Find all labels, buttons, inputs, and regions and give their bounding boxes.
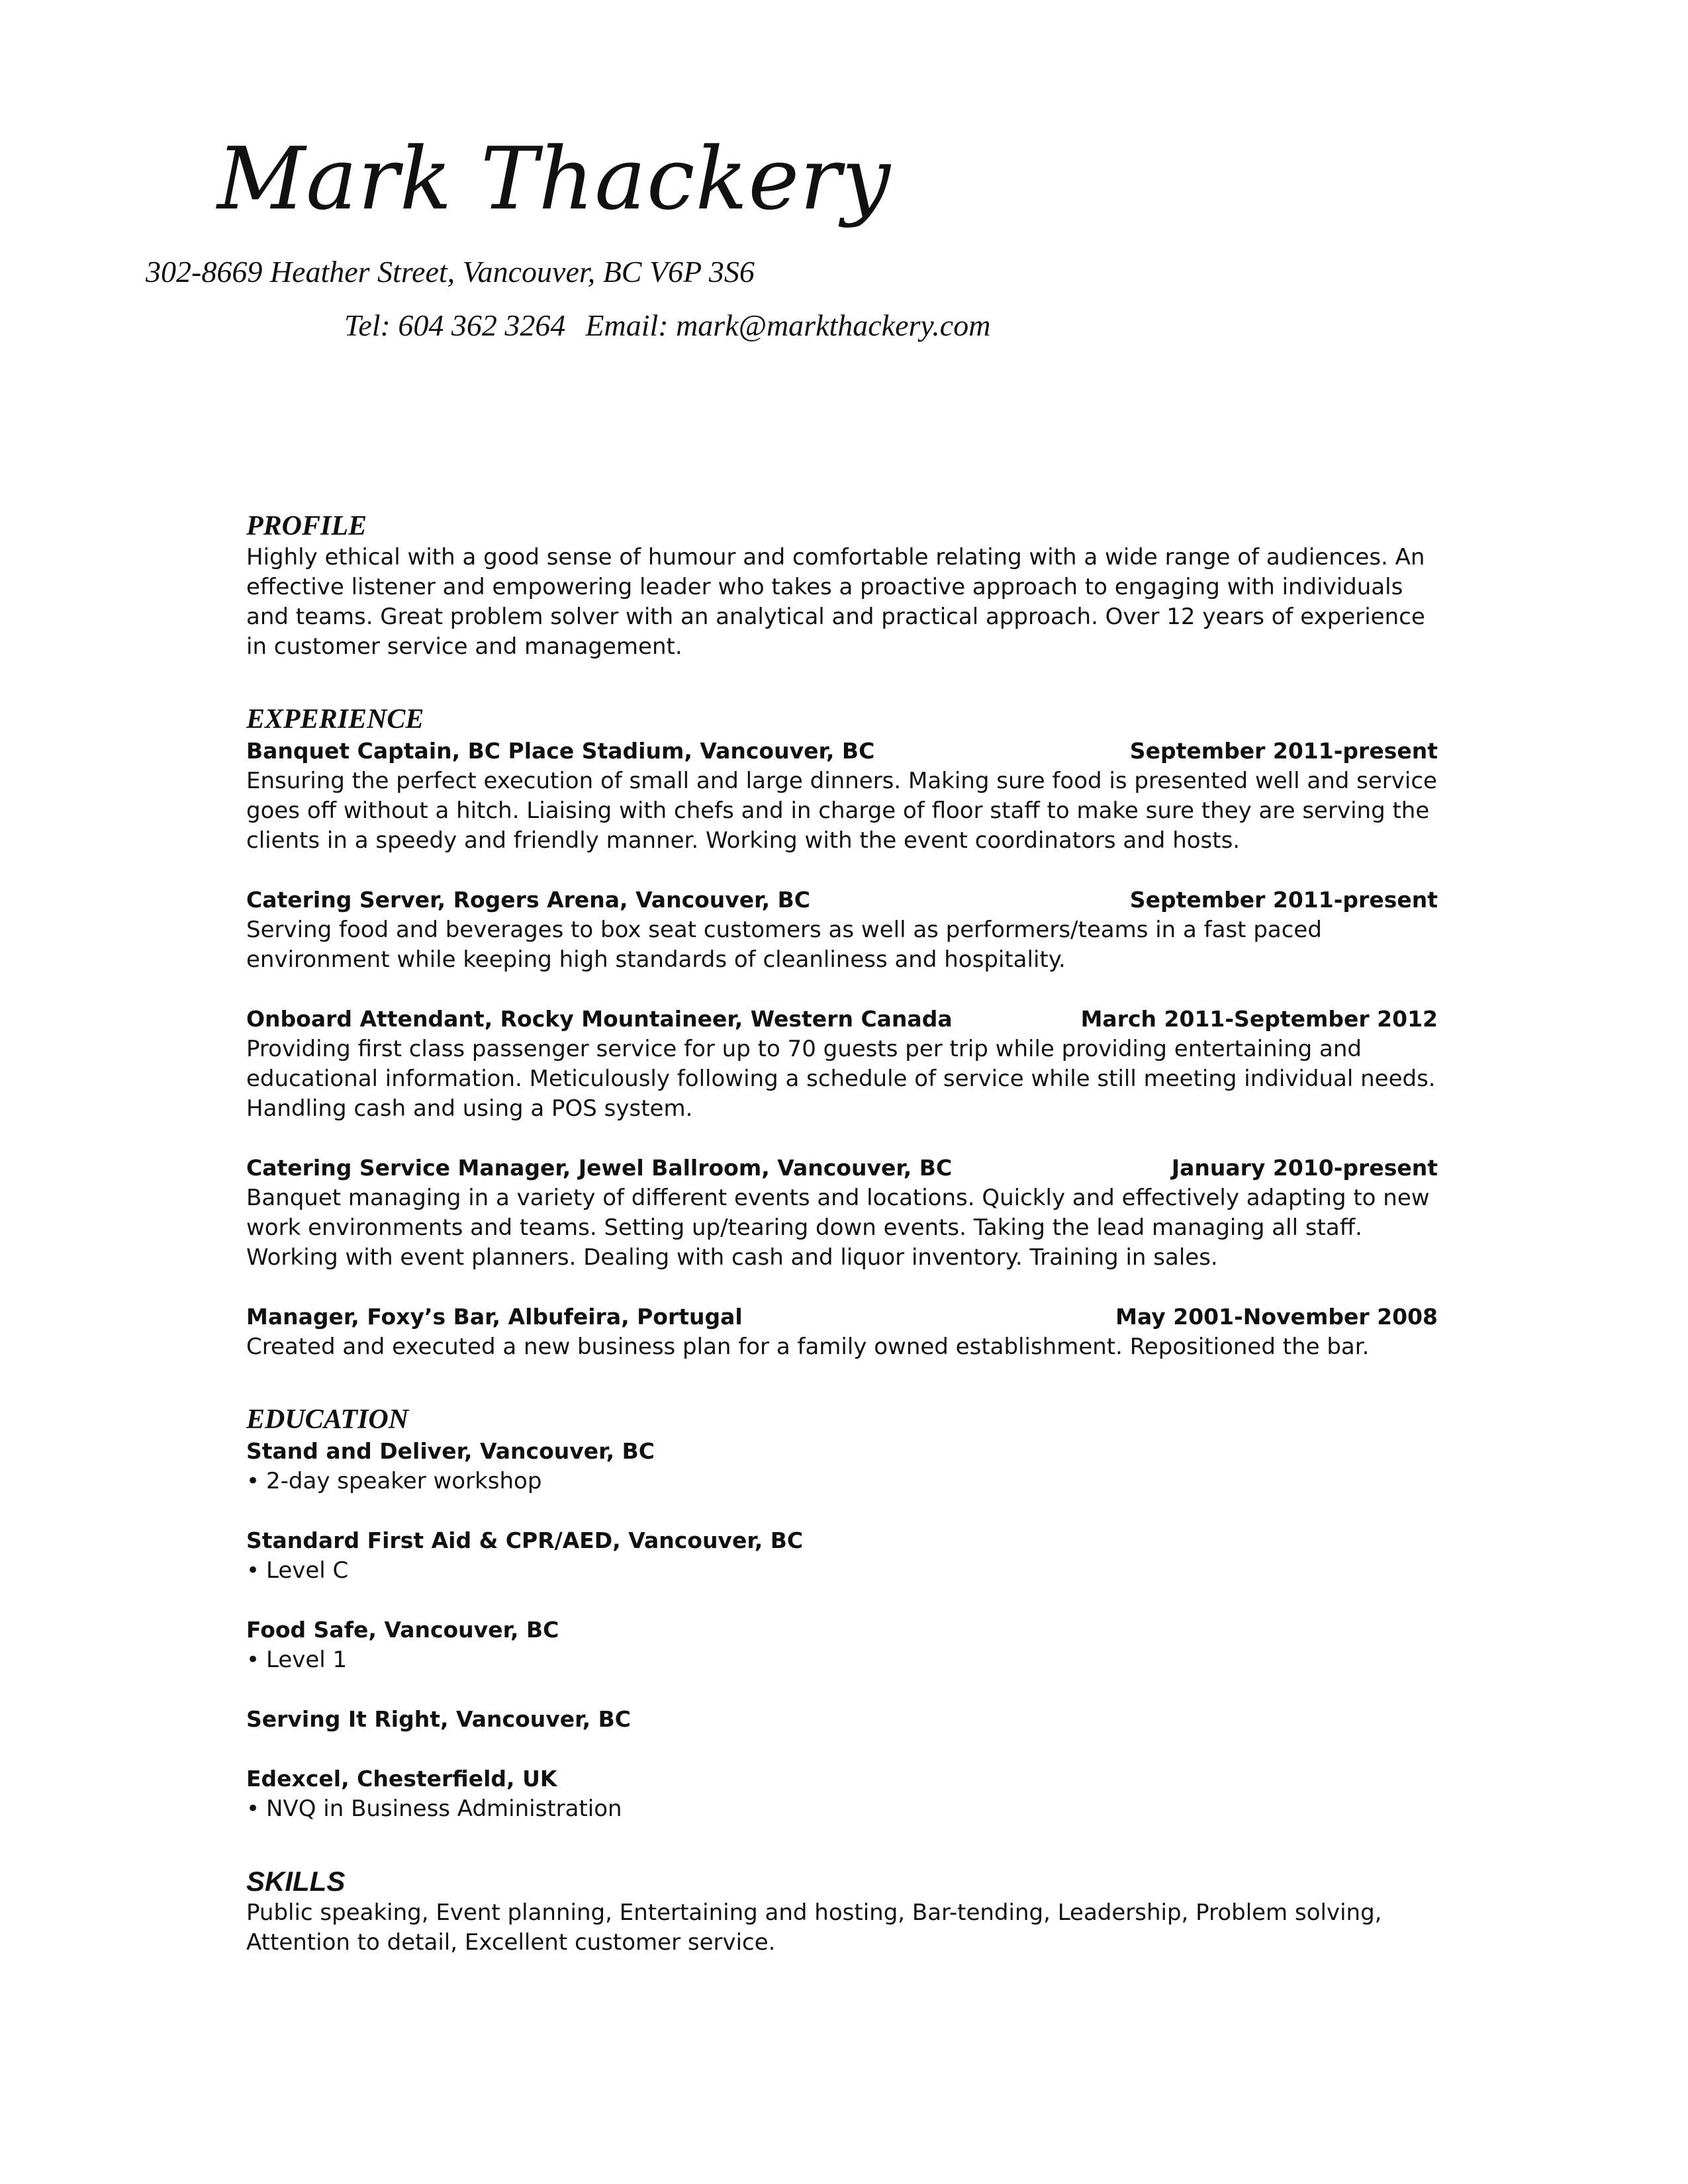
job-description: Banquet managing in a variety of different events and locations. Quickly and effectively adapting to new work environments and teams. Setting up/tearing down events. Taking the lead managing all staff. Working with event planners. Dealing with cash and liquor inventory. Training in sales.: [246, 1185, 1430, 1271]
job-description: Created and executed a new business plan for a family owned establishment. Repositioned the bar.: [246, 1334, 1370, 1360]
experience-section: [246, 703, 1438, 1362]
education-detail: • 2-day speaker workshop: [246, 1467, 1438, 1496]
experience-entry: [246, 736, 1438, 856]
phone-number: Tel: 604 362 3264: [344, 308, 566, 342]
education-entry: [246, 1436, 1438, 1496]
experience-entry: [246, 1004, 1438, 1124]
job-role: Banquet Captain, BC Place Stadium, Vancouver, BC: [246, 738, 875, 764]
education-section: [246, 1403, 1438, 1824]
job-description: Serving food and beverages to box seat customers as well as performers/teams in a fast paced environment while keeping high standards of cleanliness and hospitality.: [246, 917, 1322, 973]
education-entry: [246, 1704, 1438, 1735]
profile-section: [246, 510, 1438, 662]
job-description: Ensuring the perfect execution of small and large dinners. Making sure food is presented well and service goes off without a hitch. Liaising with chefs and in charge of floor staff to make sure they are serving the clients in a speedy and friendly manner. Working with the event coordinators and hosts.: [246, 768, 1437, 854]
experience-entry: [246, 1153, 1438, 1273]
education-name: Stand and Deliver, Vancouver, BC: [246, 1438, 655, 1464]
education-entry: [246, 1764, 1438, 1824]
job-description: Providing first class passenger service for up to 70 guests per trip while providing entertaining and educational information. Meticulously following a schedule of service while still meeting individual needs. Handling cash and using a POS system.: [246, 1036, 1436, 1122]
job-dates: May 2001-November 2008: [1115, 1304, 1438, 1330]
education-heading: EDUCATION: [246, 1404, 409, 1435]
education-name: Edexcel, Chesterfield, UK: [246, 1766, 557, 1792]
education-entry: [246, 1525, 1438, 1586]
education-detail: • NVQ in Business Administration: [246, 1794, 1438, 1824]
job-dates: September 2011-present: [1129, 738, 1438, 764]
bullet-icon: •: [246, 1557, 260, 1584]
bullet-icon: •: [246, 1468, 260, 1494]
contact-line: [344, 308, 990, 343]
bullet-icon: •: [246, 1796, 260, 1822]
education-entry: [246, 1615, 1438, 1675]
job-role: Catering Server, Rogers Arena, Vancouver, BC: [246, 887, 811, 913]
candidate-name: Mark Thackery: [217, 128, 891, 229]
job-role: Catering Service Manager, Jewel Ballroom, Vancouver, BC: [246, 1155, 953, 1181]
job-dates: September 2011-present: [1129, 887, 1438, 913]
resume-body: [246, 510, 1438, 1999]
education-name: Food Safe, Vancouver, BC: [246, 1617, 559, 1643]
skills-section: [246, 1865, 1438, 1958]
education-name: Standard First Aid & CPR/AED, Vancouver, BC: [246, 1527, 804, 1553]
email-address: Email: mark@markthackery.com: [585, 308, 991, 342]
job-role: Manager, Foxy’s Bar, Albufeira, Portugal: [246, 1304, 743, 1330]
education-name: Serving It Right, Vancouver, BC: [246, 1706, 631, 1732]
skills-heading: SKILLS: [246, 1866, 346, 1897]
education-detail: • Level 1: [246, 1645, 1438, 1675]
experience-entry: [246, 885, 1438, 975]
job-dates: January 2010-present: [1171, 1155, 1438, 1181]
bullet-icon: •: [246, 1647, 260, 1673]
profile-heading: PROFILE: [246, 511, 367, 541]
experience-heading: EXPERIENCE: [246, 704, 424, 735]
profile-text: Highly ethical with a good sense of humour and comfortable relating with a wide range of audiences. An effective listener and empowering leader who takes a proactive approach to engaging with individuals and teams. Great problem solver with an analytical and practical approach. Over 12 years of experience in customer service and management.: [246, 544, 1425, 660]
skills-text: Public speaking, Event planning, Entertaining and hosting, Bar-tending, Leadership, Problem solving, Attention to detail, Excellent customer service.: [246, 1899, 1382, 1956]
address-line: 302-8669 Heather Street, Vancouver, BC V6P 3S6: [146, 255, 755, 289]
job-dates: March 2011-September 2012: [1080, 1006, 1438, 1032]
job-role: Onboard Attendant, Rocky Mountaineer, Western Canada: [246, 1006, 953, 1032]
education-detail: • Level C: [246, 1556, 1438, 1586]
experience-entry: [246, 1302, 1438, 1362]
